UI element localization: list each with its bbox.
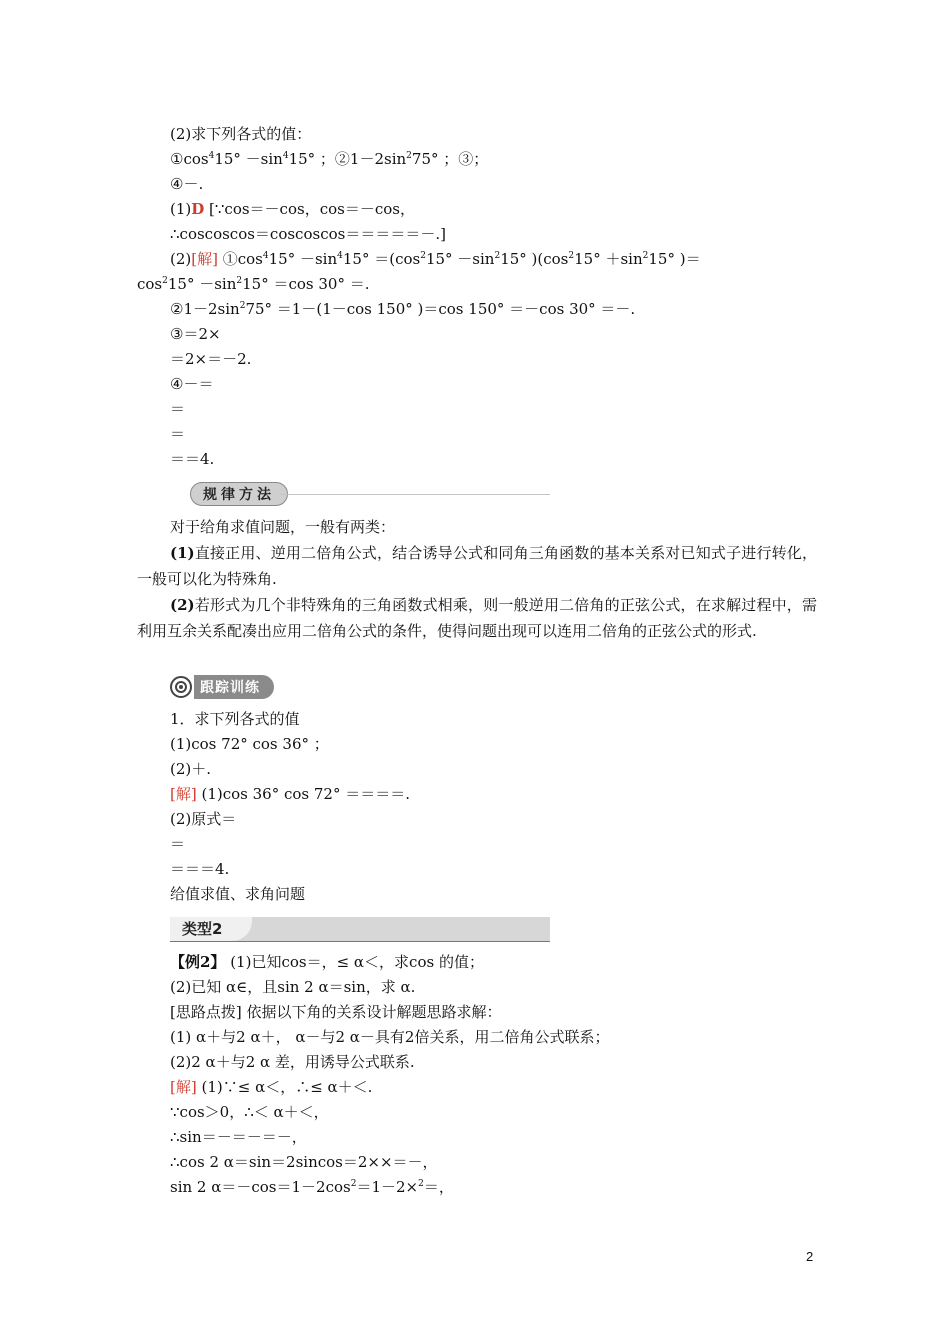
- example2-solution-line5: sin 2 $\alpha=-\cos=1-2\cos^2=1-2\times^2=$，: [170, 1178, 454, 1196]
- type-section-title: 类型2: [170, 917, 252, 941]
- tracking-question-line1: 1．求下列各式的值: [170, 710, 300, 728]
- answer1-line1: (1)D [∵cos＝－cos，cos＝－cos，: [170, 200, 415, 218]
- question-part2-title: (2)求下列各式的值：: [170, 125, 312, 143]
- method-section-tag: [190, 482, 288, 506]
- answer2-line5: ＝2×＝－2.: [170, 350, 252, 368]
- example-label: 【例2】: [170, 953, 226, 971]
- method-section-title: 规律方法: [190, 482, 288, 506]
- question-part2-item4: ④－.: [170, 175, 204, 193]
- tracking-answer-line4: ＝＝＝4.: [170, 860, 230, 878]
- answer2-line4: ③＝2×: [170, 325, 221, 343]
- answer2-line2: $\cos^215^\circ -\sin^215^\circ =\cos$ 30° ＝.: [137, 275, 370, 293]
- answer2-line7: ＝: [170, 400, 186, 418]
- section-heading: 给值求值、求角问题: [170, 885, 306, 903]
- example2-hint-title: [思路点拨] 依据以下角的关系设计解题思路求解：: [170, 1003, 502, 1021]
- example2-hint-1: (1) α＋与2 α＋， α－与2 α－具有2倍关系，用二倍角公式联系；: [170, 1028, 610, 1046]
- tracking-question-line3: (2)＋.: [170, 760, 212, 778]
- solution-tag: [解]: [170, 1078, 197, 1096]
- type-section-bar: [170, 917, 550, 942]
- answer2-line8: ＝: [170, 425, 186, 443]
- method-divider: [280, 494, 550, 495]
- tracking-section-tag: [170, 675, 274, 699]
- example2-solution-line3: ∴sin＝－＝－＝－，: [170, 1128, 307, 1146]
- example2-hint-2: (2)2 α＋与2 α 差，用诱导公式联系.: [170, 1053, 415, 1071]
- example2-solution-line1: [解] (1)∵≤ α＜，∴≤ α＋＜.: [170, 1078, 373, 1096]
- method-point-1: (1)直接正用、逆用二倍角公式，结合诱导公式和同角三角函数的基本关系对已知式子进行转化，一般可以化为特殊角.: [137, 544, 817, 588]
- answer2-line1: (2)[解] $①\cos^415^\circ -\sin^415^\circ =(\cos^215^\circ -\sin^215^\circ$ )($\cos^215^\circ +\sin^215^\circ$ )＝: [170, 250, 701, 268]
- tracking-section-title: 跟踪训练: [194, 675, 274, 699]
- question-part2-items: $①\cos^415^\circ -\sin^415^\circ$ ；$②1-2\sin^275^\circ$ ；③；: [170, 150, 489, 168]
- method-intro: 对于给角求值问题，一般有两类：: [170, 518, 396, 536]
- example2-line2: (2)已知 α∈，且sin 2 α＝sin，求 α.: [170, 978, 416, 996]
- page-number: 2: [806, 1249, 814, 1264]
- example2-solution-line4: ∴cos 2 α＝sin＝2sincos＝2××＝－，: [170, 1153, 438, 1171]
- solution-tag: [解]: [191, 250, 218, 268]
- tracking-answer-line1: [解] (1)cos 36° cos 72° ＝＝＝＝.: [170, 785, 411, 803]
- tracking-answer-line3: ＝: [170, 835, 186, 853]
- example2-solution-line2: ∵cos＞0，∴＜ α＋＜，: [170, 1103, 329, 1121]
- example2-line1: 【例2】 (1)已知cos＝，≤ α＜，求cos 的值；: [170, 953, 484, 971]
- answer-letter: D: [191, 200, 205, 218]
- method-point-2: (2)若形式为几个非特殊角的三角函数式相乘，则一般逆用二倍角的正弦公式，在求解过程中，需利用互余关系配凑出应用二倍角公式的条件，使得问题出现可以连用二倍角的正弦公式的形式.: [137, 596, 817, 640]
- answer2-line6: ④－＝: [170, 375, 214, 393]
- tracking-answer-line2: (2)原式＝: [170, 810, 237, 828]
- solution-tag: [解]: [170, 785, 197, 803]
- tracking-question-line2: (1)cos 72° cos 36° ；: [170, 735, 329, 753]
- answer2-line3: $②1-2\sin^275^\circ =1-(1-\cos$ 150° )＝cos 150° ＝－cos 30° ＝－.: [170, 300, 636, 318]
- target-icon: [170, 676, 192, 698]
- answer2-line9: ＝＝4.: [170, 450, 215, 468]
- answer1-line2: ∴coscoscos＝coscoscos＝＝＝＝＝－.]: [170, 225, 446, 243]
